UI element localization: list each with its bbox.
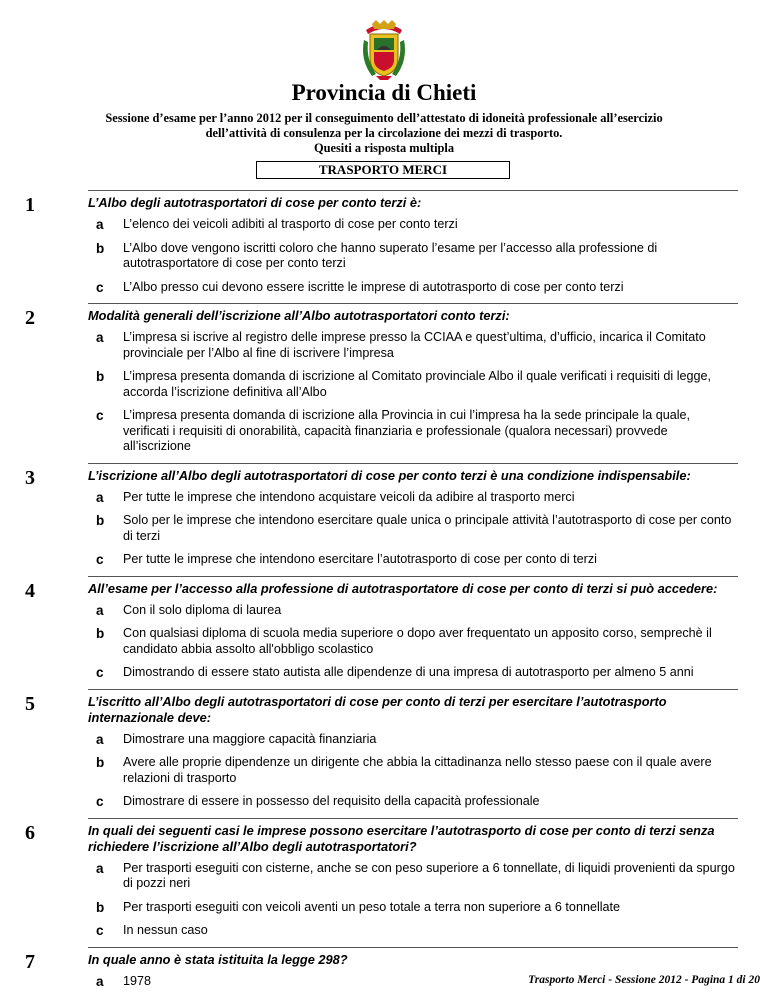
option-text: Per trasporti eseguiti con cisterne, anche se con peso superiore a 6 tonnellate, di liquidi provenienti da spurgo di pozzi neri [123,860,735,890]
question-1 [25,190,738,295]
question-number: 2 [25,307,35,329]
question-text: L’iscrizione all’Albo degli autotrasportatori di cose per conto terzi è una condizione indispensabile: [88,467,691,483]
question-4 [25,576,738,681]
question-text: In quale anno è stata istituita la legge 298? [88,951,348,967]
answer-option [88,369,738,400]
subtitle-line: dell’attività di consulenza per la circolazione dei mezzi di trasporto. [205,126,563,140]
option-letter: b [96,369,105,384]
option-text: Con qualsiasi diploma di scuola media superiore o dopo aver frequentato un apposito corso, semprechè il candidato abbia assolto all'obbligo scolastico [123,626,712,656]
answer-option [88,626,738,657]
answer-option [88,665,738,681]
answer-option [88,732,738,748]
question-2 [25,303,738,455]
option-text: In nessun caso [123,923,208,937]
option-letter: a [96,602,104,618]
option-letter: b [96,513,105,528]
option-text: Dimostrare di essere in possesso del requisito della capacità professionale [123,794,540,808]
option-text: Per trasporti eseguiti con veicoli aventi un peso totale a terra non superiore a 6 tonnellate [123,899,621,914]
option-letter: c [96,923,104,938]
question-3 [25,463,738,568]
option-letter: c [96,552,104,567]
question-5 [25,689,738,810]
answer-option [88,330,738,361]
option-text: L’elenco dei veicoli adibiti al trasporto di cose per conto terzi [123,217,458,231]
answer-option [88,280,738,296]
option-letter: a [96,489,104,505]
option-letter: c [96,794,104,809]
option-text: L’impresa presenta domanda di iscrizione alla Provincia in cui l’impresa ha la sede principale la quale, verificati i requisiti di onorabilità, capacità finanziaria e professionale (qualora necessari) provvede all’iscrizione [123,408,691,453]
exam-subtitle [40,111,728,156]
answer-option [88,217,738,233]
option-text: Dimostrando di essere stato autista alle dipendenze di una impresa di autotrasporto per almeno 5 anni [123,665,694,679]
answer-option [88,241,738,272]
option-text: Avere alle proprie dipendenze un dirigente che abbia la cittadinanza nello stesso paese con il quale avere relazioni di trasporto [123,755,712,785]
question-text: Modalità generali dell’iscrizione all’Albo autotrasportatori conto terzi: [88,308,510,323]
option-letter: b [96,626,105,641]
question-number: 6 [25,821,35,844]
section-heading: TRASPORTO MERCI [256,161,510,179]
question-number: 4 [25,579,35,602]
answer-option [88,923,738,939]
answer-option [88,513,738,544]
question-number: 5 [25,692,35,715]
question-text: L’Albo degli autotrasportatori di cose per conto terzi è: [88,195,422,210]
question-text: All’esame per l’accesso alla professione di autotrasportatore di cose per conto di terzi si può accedere: [88,580,718,596]
option-text: 1978 [123,973,152,988]
provincia-crest-logo [358,20,410,82]
subtitle-line: Quesiti a risposta multipla [313,141,455,155]
option-letter: c [96,408,104,423]
option-text: L’Albo presso cui devono essere iscritte le imprese di autotrasporto di cose per conto terzi [123,279,624,294]
question-text: In quali dei seguenti casi le imprese possono esercitare l’autotrasporto di cose per conto di terzi senza richiedere l’iscrizione all’Albo degli autotrasportatori? [88,822,715,854]
answer-option [88,552,738,568]
answer-option [88,861,738,892]
page-footer: Trasporto Merci - Sessione 2012 - Pagina 1 di 20 [528,974,760,986]
option-letter: a [96,973,104,989]
option-text: L’Albo dove vengono iscritti coloro che hanno superato l’esame per l’accesso alla professione di autotrasportatore di cose per conto terzi [123,240,658,270]
option-letter: b [96,899,105,915]
answer-option [88,603,738,619]
option-letter: c [96,665,104,680]
option-text: Per tutte le imprese che intendono acquistare veicoli da adibire al trasporto merci [123,489,575,504]
option-text: Con il solo diploma di laurea [123,602,282,617]
option-text: Dimostrare una maggiore capacità finanziaria [123,731,377,746]
option-text: L’impresa si iscrive al registro delle imprese presso la CCIAA e quest’ultima, d’ufficio, incarica il Comitato provinciale per l’Albo al fine di iscrivere l’impresa [123,330,706,360]
option-letter: a [96,330,104,345]
page-title: Provincia di Chieti [291,80,477,105]
option-letter: b [96,755,105,770]
question-6 [25,818,738,939]
option-text: L’impresa presenta domanda di iscrizione al Comitato provinciale Albo il quale verificati i requisiti di legge, accorda l’iscrizione definitiva all’Albo [123,369,712,399]
option-text: Solo per le imprese che intendono esercitare quale unica o principale attività l’autotrasporto di cose per conto di terzi [123,513,732,543]
answer-option [88,490,738,506]
question-text: L’iscritto all’Albo degli autotrasportatori di cose per conto di terzi per esercitare l’autotrasporto internazionale deve: [88,693,667,725]
question-number: 1 [25,194,35,216]
option-letter: b [96,240,105,256]
option-text: Per tutte le imprese che intendono esercitare l’autotrasporto di cose per conto di terzi [123,552,597,566]
option-letter: a [96,731,104,747]
answer-option [88,900,738,916]
question-list [0,190,768,997]
answer-option [88,794,738,810]
answer-option [88,408,738,455]
subtitle-line: Sessione d’esame per l’anno 2012 per il conseguimento dell’attestato di idoneità professionale all’esercizio [105,111,663,125]
option-letter: a [96,860,104,876]
question-number: 3 [25,466,35,489]
question-number: 7 [25,950,35,973]
answer-option [88,755,738,786]
option-letter: c [96,279,104,295]
option-letter: a [96,217,104,232]
